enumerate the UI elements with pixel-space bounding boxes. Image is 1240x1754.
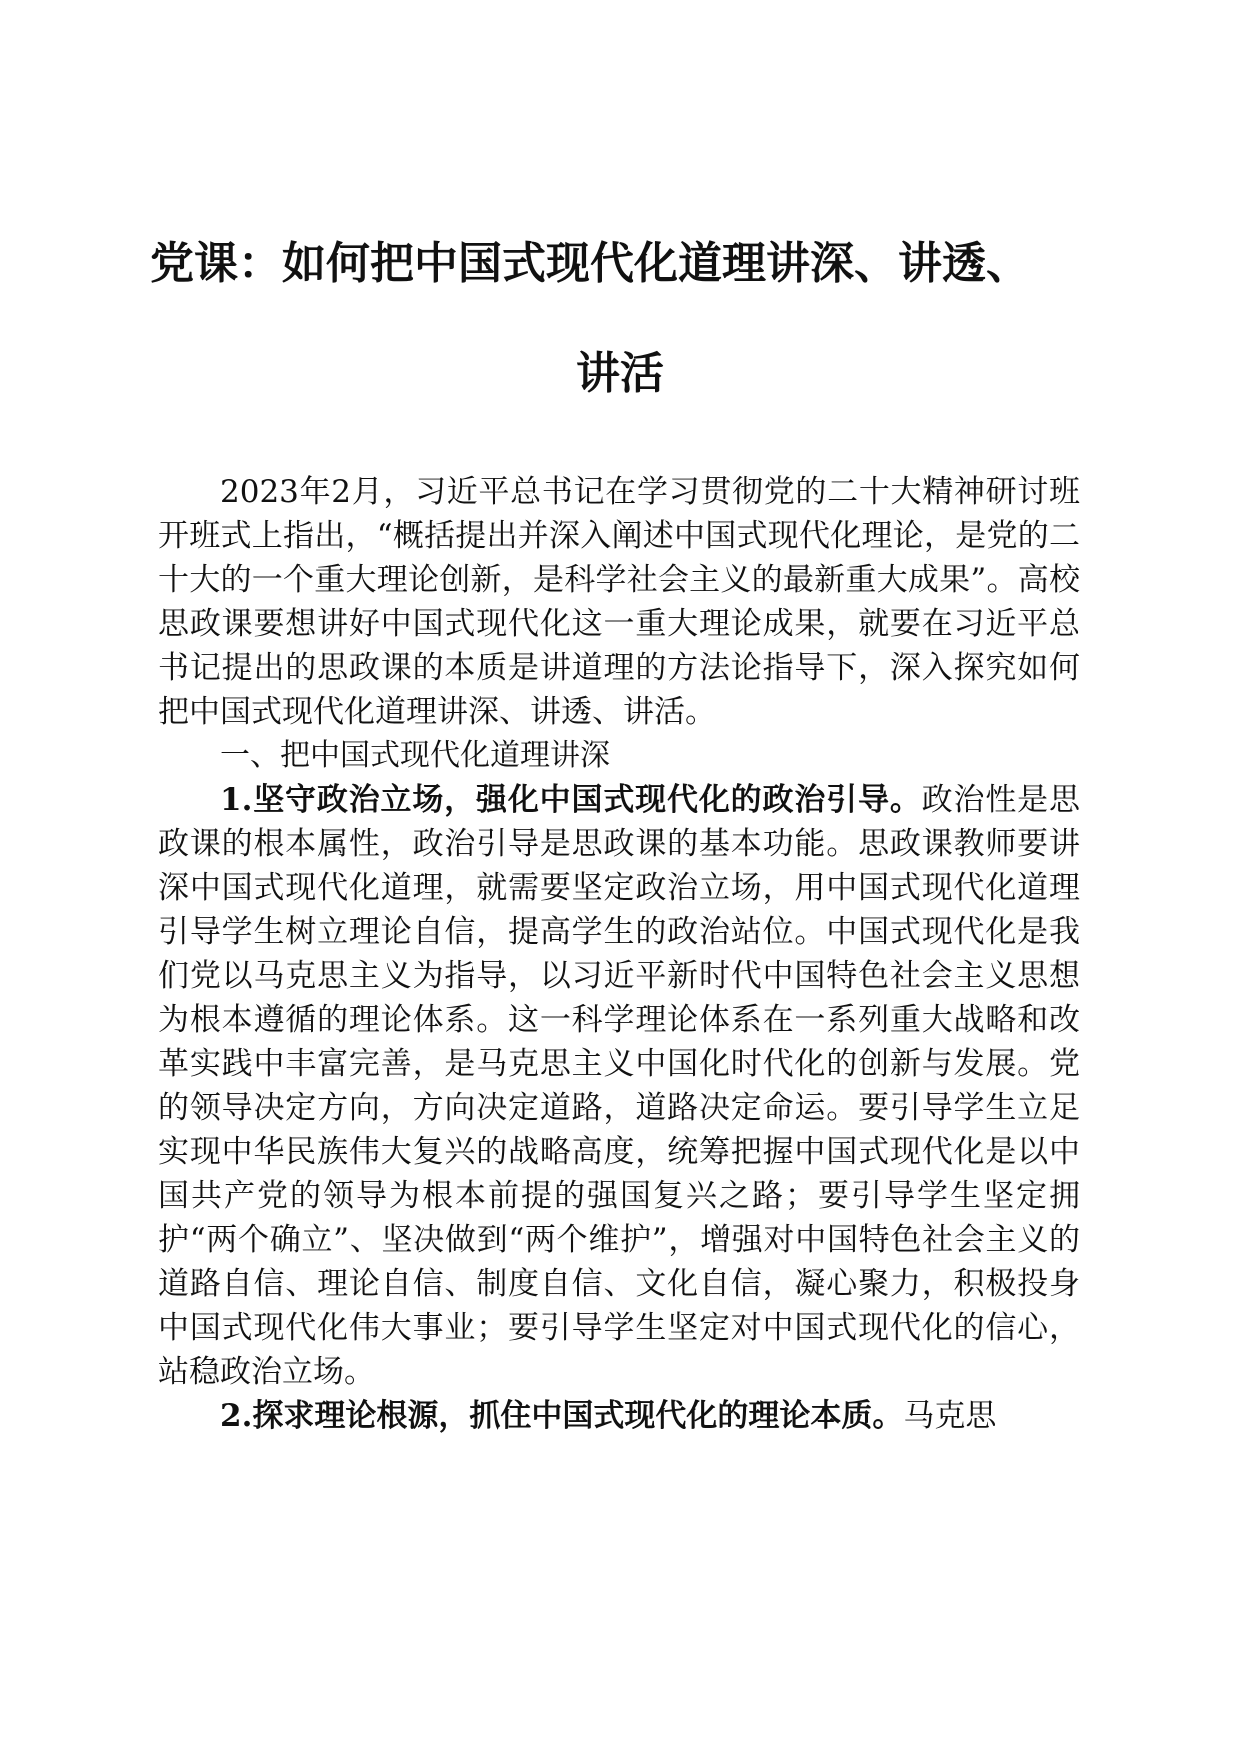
point-1-paragraph [158, 778, 1080, 1394]
point-2-lead: 2.探求理论根源，抓住中国式现代化的理论本质。 [220, 1398, 904, 1434]
document-title-line-2: 讲活 [576, 348, 664, 399]
document-body [158, 470, 1080, 1438]
section-heading-1: 一、把中国式现代化道理讲深 [220, 738, 610, 773]
point-1-lead: 1.坚守政治立场，强化中国式现代化的政治引导。 [220, 782, 922, 818]
point-1-text: 政治性是思政课的根本属性，政治引导是思政课的基本功能。思政课教师要讲深中国式现代化道理，就需要坚定政治立场，用中国式现代化道理引导学生树立理论自信，提高学生的政治站位。中国式现代化是我们党以马克思主义为指导，以习近平新时代中国特色社会主义思想为根本遵循的理论体系。这一科学理论体系在一系列重大战略和改革实践中丰富完善，是马克思主义中国化时代化的创新与发展。党的领导决定方向，方向决定道路，道路决定命运。要引导学生立足实现中华民族伟大复兴的战略高度，统筹把握中国式现代化是以中国共产党的领导为根本前提的强国复兴之路；要引导学生坚定拥护“两个确立”、坚决做到“两个维护”，增强对中国特色社会主义的道路自信、理论自信、制度自信、文化自信，凝心聚力，积极投身中国式现代化伟大事业；要引导学生坚定对中国式现代化的信心，站稳政治立场。 [158, 782, 1080, 1390]
intro-paragraph: 2023年2月，习近平总书记在学习贯彻党的二十大精神研讨班开班式上指出，“概括提出并深入阐述中国式现代化理论，是党的二十大的一个重大理论创新，是科学社会主义的最新重大成果”。高校思政课要想讲好中国式现代化这一重大理论成果，就要在习近平总书记提出的思政课的本质是讲道理的方法论指导下，深入探究如何把中国式现代化道理讲深、讲透、讲活。 [158, 474, 1080, 730]
point-2-text: 马克思 [903, 1398, 997, 1434]
document-title-line-1: 党课：如何把中国式现代化道理讲深、讲透、 [150, 238, 1030, 289]
point-2-paragraph [158, 1394, 1080, 1438]
